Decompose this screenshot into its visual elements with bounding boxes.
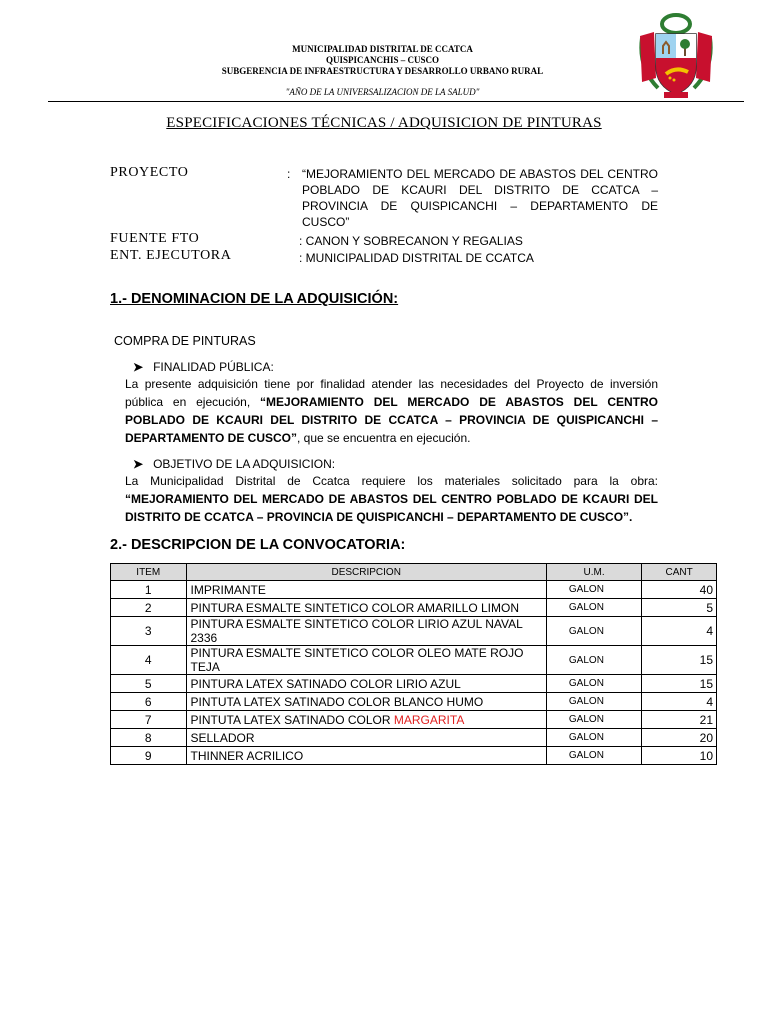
cell-item: 9 <box>111 747 187 765</box>
section1-subheading: COMPRA DE PINTURAS <box>114 334 256 348</box>
objetivo-bullet <box>133 457 335 471</box>
header-divider <box>48 101 744 102</box>
proyecto-label: PROYECTO <box>110 165 189 180</box>
ejecutora-value: : MUNICIPALIDAD DISTRITAL DE CCATCA <box>299 251 534 265</box>
cell-descripcion: SELLADOR <box>186 729 546 747</box>
items-table <box>110 563 717 765</box>
coat-of-arms-emblem <box>636 8 716 100</box>
section1-heading: 1.- DENOMINACION DE LA ADQUISICIÓN: <box>110 291 399 307</box>
cell-um: GALON <box>546 675 641 693</box>
cell-item: 3 <box>111 617 187 646</box>
table-row <box>111 617 717 646</box>
cell-descripcion <box>186 711 546 729</box>
table-row <box>111 747 717 765</box>
cell-um: GALON <box>546 646 641 675</box>
col-um-header: U.M. <box>546 564 641 581</box>
cell-item: 2 <box>111 599 187 617</box>
objetivo-project-name: “MEJORAMIENTO DEL MERCADO DE ABASTOS DEL CENTRO POBLADO DE KCAURI DEL DISTRITO DE CCATCA – PROVINCIA DE QUISPICANCHI – DEPARTAMENTO DE CUSCO”. <box>125 492 658 524</box>
cell-cant: 4 <box>642 693 717 711</box>
cell-descripcion-text: PINTUTA LATEX SATINADO COLOR <box>190 712 394 727</box>
arrow-bullet-icon: ➤ <box>133 360 144 374</box>
cell-cant: 21 <box>642 711 717 729</box>
cell-descripcion: PINTUTA LATEX SATINADO COLOR BLANCO HUMO <box>186 693 546 711</box>
cell-cant: 5 <box>642 599 717 617</box>
document-title: ESPECIFICACIONES TÉCNICAS / ADQUISICION DE PINTURAS <box>166 115 602 131</box>
cell-cant: 15 <box>642 646 717 675</box>
cell-cant: 10 <box>642 747 717 765</box>
cell-descripcion-highlight: MARGARITA <box>393 712 465 727</box>
header-subgerencia: SUBGERENCIA DE INFRAESTRUCTURA Y DESARROLLO URBANO RURAL <box>221 66 544 76</box>
cell-cant: 4 <box>642 617 717 646</box>
finalidad-bullet <box>133 360 274 374</box>
finalidad-project-name: “MEJORAMIENTO DEL MERCADO DE ABASTOS DEL CENTRO POBLADO DE KCAURI DEL DISTRITO DE CCATCA – PROVINCIA DE QUISPICANCHI – DEPARTAMENTO DE CUSCO” <box>125 395 658 445</box>
section2-heading: 2.- DESCRIPCION DE LA CONVOCATORIA: <box>110 537 406 553</box>
cell-um: GALON <box>546 581 641 599</box>
arrow-bullet-icon: ➤ <box>133 457 144 471</box>
fuente-value: : CANON Y SOBRECANON Y REGALIAS <box>299 234 523 248</box>
col-descripcion-header: DESCRIPCION <box>186 564 546 581</box>
table-row <box>111 693 717 711</box>
fuente-label: FUENTE FTO <box>110 231 200 246</box>
cell-descripcion: PINTURA LATEX SATINADO COLOR LIRIO AZUL <box>186 675 546 693</box>
cell-item: 5 <box>111 675 187 693</box>
finalidad-text: La presente adquisición tiene por finalidad atender las necesidades del Proyecto de inversión pública en ejecución, <box>125 377 658 409</box>
cell-cant: 15 <box>642 675 717 693</box>
cell-item: 8 <box>111 729 187 747</box>
table-header-row <box>111 564 717 581</box>
finalidad-title: FINALIDAD PÚBLICA: <box>153 360 274 374</box>
header-municipality: MUNICIPALIDAD DISTRITAL DE CCATCA <box>292 44 473 54</box>
cell-descripcion: PINTURA ESMALTE SINTETICO COLOR OLEO MATE ROJO TEJA <box>186 646 546 675</box>
cell-cant: 20 <box>642 729 717 747</box>
cell-item: 7 <box>111 711 187 729</box>
objetivo-text: La Municipalidad Distrital de Ccatca requiere los materiales solicitado para la obra: <box>125 474 658 488</box>
cell-um: GALON <box>546 747 641 765</box>
table-row <box>111 646 717 675</box>
cell-descripcion: PINTURA ESMALTE SINTETICO COLOR LIRIO AZUL NAVAL 2336 <box>186 617 546 646</box>
table-row <box>111 675 717 693</box>
col-item-header: ITEM <box>111 564 187 581</box>
cell-item: 6 <box>111 693 187 711</box>
cell-descripcion: PINTURA ESMALTE SINTETICO COLOR AMARILLO LIMON <box>186 599 546 617</box>
objetivo-title: OBJETIVO DE LA ADQUISICION: <box>153 457 336 471</box>
proyecto-value: “MEJORAMIENTO DEL MERCADO DE ABASTOS DEL CENTRO POBLADO DE KCAURI DEL DISTRITO DE CCATCA – PROVINCIA DE QUISPICANCHI – DEPARTAMENTO DE CUSCO” <box>302 167 658 229</box>
cell-um: GALON <box>546 693 641 711</box>
cell-item: 4 <box>111 646 187 675</box>
col-cant-header: CANT <box>642 564 717 581</box>
cell-um: GALON <box>546 711 641 729</box>
cell-um: GALON <box>546 599 641 617</box>
table-row <box>111 711 717 729</box>
table-row <box>111 599 717 617</box>
ejecutora-label: ENT. EJECUTORA <box>110 248 232 263</box>
table-row <box>111 729 717 747</box>
cell-cant: 40 <box>642 581 717 599</box>
header-province: QUISPICANCHIS – CUSCO <box>325 55 440 65</box>
cell-um: GALON <box>546 617 641 646</box>
proyecto-colon: : <box>287 167 291 181</box>
cell-um: GALON <box>546 729 641 747</box>
cell-descripcion: THINNER ACRILICO <box>186 747 546 765</box>
cell-item: 1 <box>111 581 187 599</box>
header-motto: "AÑO DE LA UNIVERSALIZACION DE LA SALUD" <box>285 87 480 97</box>
finalidad-paragraph <box>125 375 658 447</box>
objetivo-paragraph <box>125 472 658 526</box>
table-row <box>111 581 717 599</box>
cell-descripcion: IMPRIMANTE <box>186 581 546 599</box>
finalidad-text-end: , que se encuentra en ejecución. <box>297 431 471 445</box>
